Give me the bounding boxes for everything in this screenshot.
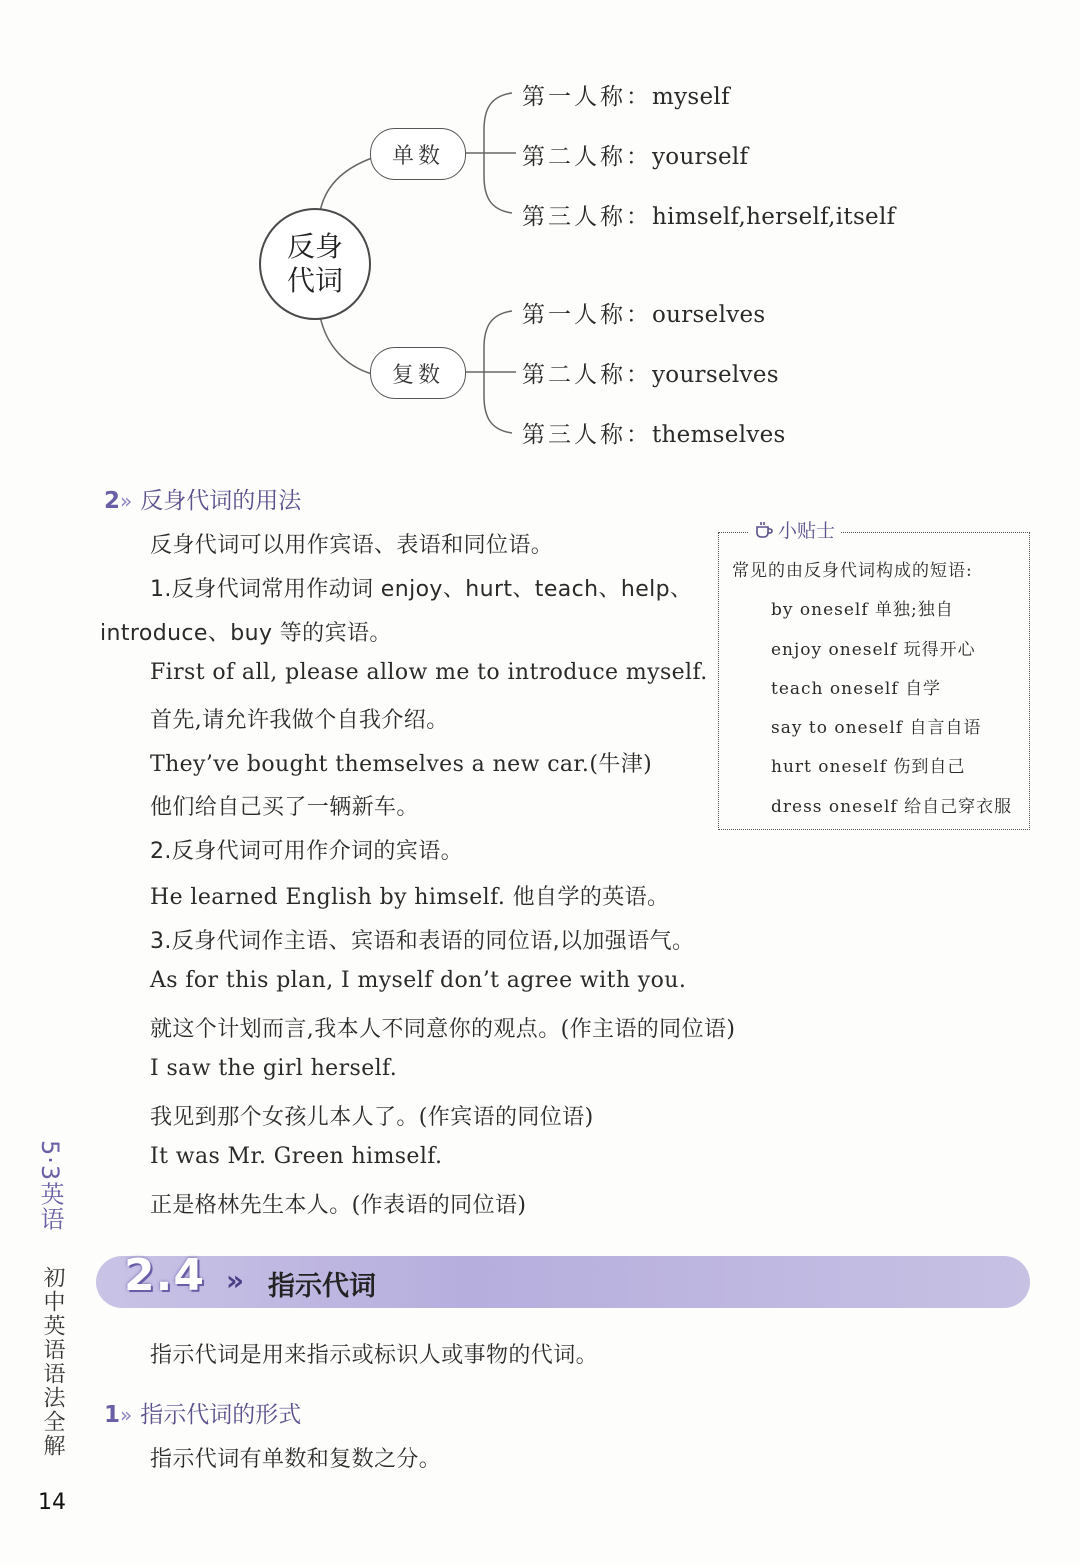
example-zh: 就这个计划而言,我本人不同意你的观点。(作主语的同位语) xyxy=(150,1017,736,1042)
example-en: He learned English by himself. 他自学的英语。 xyxy=(150,885,670,910)
tip-item: enjoy oneself 玩得开心 xyxy=(771,640,976,660)
plural-first-person xyxy=(522,296,766,329)
pronoun: myself xyxy=(652,84,730,110)
singular-first-person xyxy=(522,78,730,111)
singular-node xyxy=(370,128,466,180)
pronoun: yourselves xyxy=(652,362,779,388)
mind-map xyxy=(0,0,1080,470)
tip-item: hurt oneself 伤到自己 xyxy=(771,757,966,777)
center-node xyxy=(259,208,371,320)
mind-map-connectors xyxy=(0,0,1080,470)
tip-item: by oneself 单独;独自 xyxy=(771,600,954,620)
example-en: It was Mr. Green himself. xyxy=(150,1144,443,1169)
rule-text: 3.反身代词作主语、宾语和表语的同位语,以加强语气。 xyxy=(150,929,695,954)
chevron-right-icon: » xyxy=(226,1264,245,1297)
person-label: 第一人称： xyxy=(522,302,652,328)
tip-item: teach oneself 自学 xyxy=(771,679,942,699)
cup-icon xyxy=(754,521,774,539)
subsection-heading xyxy=(104,1396,301,1429)
example-zh: 他们给自己买了一辆新车。 xyxy=(150,795,419,820)
plural-second-person xyxy=(522,356,779,389)
person-label: 第二人称： xyxy=(522,144,652,170)
section-title: 反身代词的用法 xyxy=(140,488,302,514)
book-title: 初中英语语法全解 xyxy=(40,1266,65,1458)
example-zh: 我见到那个女孩儿本人了。(作宾语的同位语) xyxy=(150,1105,594,1130)
rule-text: 1.反身代词常用作动词 enjoy、hurt、teach、help、 xyxy=(150,577,693,602)
rule-text: 2.反身代词可用作介词的宾语。 xyxy=(150,839,463,864)
plural-node-label: 复数 xyxy=(391,362,444,388)
section-number: 1 xyxy=(104,1402,121,1428)
center-node-label: 反身代词 xyxy=(286,230,343,297)
person-label: 第三人称： xyxy=(522,204,652,230)
singular-third-person xyxy=(522,198,895,231)
person-label: 第二人称： xyxy=(522,362,652,388)
section-title: 指示代词的形式 xyxy=(140,1402,302,1428)
singular-second-person xyxy=(522,138,748,171)
tip-title xyxy=(748,516,841,543)
chevron-right-icon: » xyxy=(120,489,133,513)
section-heading xyxy=(104,482,301,515)
example-en: First of all, please allow me to introduce myself. xyxy=(150,660,708,685)
section-number: 2 xyxy=(104,488,121,514)
paragraph: 反身代词可以用作宾语、表语和同位语。 xyxy=(150,533,554,558)
example-en: They’ve bought themselves a new car.(牛津) xyxy=(150,752,653,777)
banner-number: 2.4 xyxy=(124,1250,205,1301)
paragraph: 指示代词有单数和复数之分。 xyxy=(150,1447,442,1472)
plural-third-person xyxy=(522,416,786,449)
pronoun: yourself xyxy=(652,144,749,170)
example-en: I saw the girl herself. xyxy=(150,1056,398,1081)
pronoun: ourselves xyxy=(652,302,766,328)
paragraph: 指示代词是用来指示或标识人或事物的代词。 xyxy=(150,1343,599,1368)
page-number: 14 xyxy=(38,1490,66,1515)
tip-intro: 常见的由反身代词构成的短语: xyxy=(732,561,973,581)
chevron-right-icon: » xyxy=(120,1403,133,1427)
tip-title-text: 小贴士 xyxy=(778,520,836,542)
tip-item: dress oneself 给自己穿衣服 xyxy=(771,797,1013,817)
example-en: As for this plan, I myself don’t agree with you. xyxy=(150,968,687,993)
banner-title: 指示代词 xyxy=(268,1271,376,1302)
book-brand: 5·3英语 xyxy=(36,1140,64,1232)
tip-item: say to oneself 自言自语 xyxy=(771,718,982,738)
example-zh: 首先,请允许我做个自我介绍。 xyxy=(150,708,449,733)
pronoun: themselves xyxy=(652,422,786,448)
person-label: 第一人称： xyxy=(522,84,652,110)
rule-text: introduce、buy 等的宾语。 xyxy=(100,621,392,646)
example-zh: 正是格林先生本人。(作表语的同位语) xyxy=(150,1193,527,1218)
pronoun: himself,herself,itself xyxy=(652,204,896,230)
singular-node-label: 单数 xyxy=(391,143,444,169)
plural-node xyxy=(370,347,466,399)
person-label: 第三人称： xyxy=(522,422,652,448)
